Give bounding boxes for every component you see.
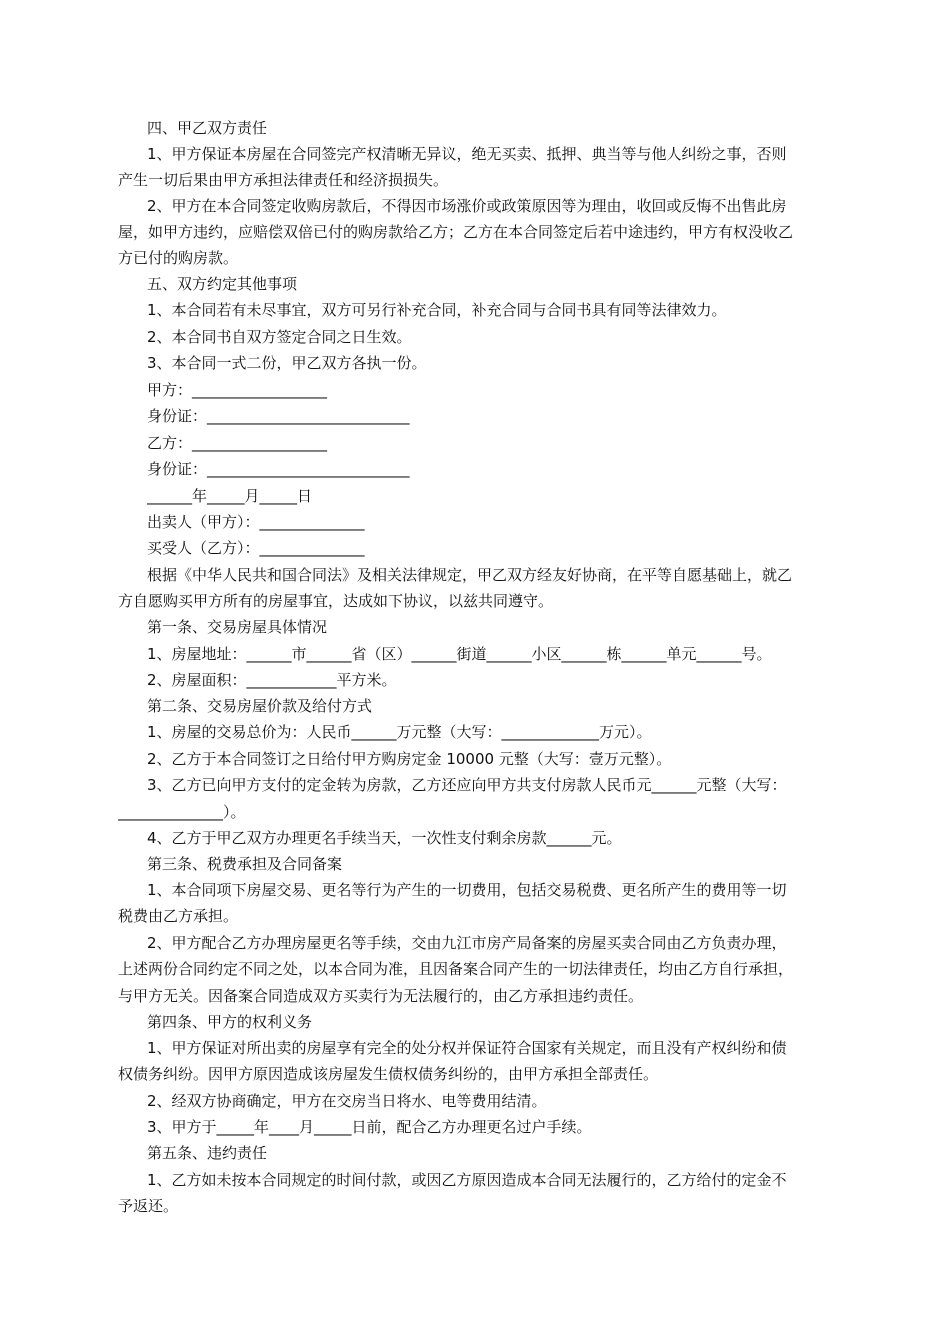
- paragraph-line: 2、甲方在本合同签定收购房款后，不得因市场涨价或政策原因等为理由，收回或反悔不出售此房: [147, 197, 787, 215]
- paragraph-line: 1、本合同若有未尽事宜，双方可另行补充合同，补充合同与合同书具有同等法律效力。: [147, 301, 727, 319]
- paragraph-line: ______________）。: [118, 803, 246, 821]
- section-heading: 第五条、违约责任: [147, 1144, 268, 1162]
- section-heading: 五、双方约定其他事项: [147, 275, 298, 293]
- paragraph-line: 3、乙方已向甲方支付的定金转为房款，乙方还应向甲方共支付房款人民币元______元整（大写：: [147, 776, 787, 794]
- paragraph-line: 方已付的购房款。: [118, 249, 239, 267]
- paragraph-line: 根据《中华人民共和国合同法》及相关法律规定，甲乙双方经友好协商，在平等自愿基础上，就乙: [147, 566, 793, 584]
- section-heading: 第四条、甲方的权利义务: [147, 1013, 313, 1031]
- paragraph-line: 4、乙方于甲乙双方办理更名手续当天，一次性支付剩余房款______元。: [147, 829, 622, 847]
- paragraph-line: 1、房屋地址：______市______省（区）______街道______小区______栋______单元______号。: [147, 645, 772, 663]
- section-heading: 第一条、交易房屋具体情况: [147, 618, 328, 636]
- paragraph-line: 2、甲方配合乙方办理房屋更名等手续，交由九江市房产局备案的房屋买卖合同由乙方负责办理，: [147, 934, 787, 952]
- seller-field: 出卖人（甲方）：______________: [147, 513, 365, 531]
- paragraph-line: 1、甲方保证对所出卖的房屋享有完全的处分权并保证符合国家有关规定，而且没有产权纠纷和债: [147, 1039, 787, 1057]
- signature-field-party-b: 乙方：__________________: [147, 434, 328, 452]
- paragraph-line: 3、甲方于_____年____月_____日前，配合乙方办理更名过户手续。: [147, 1118, 592, 1136]
- paragraph-line: 2、乙方于本合同签订之日给付甲方购房定金 10000 元整（大写：壹万元整）。: [147, 750, 672, 768]
- paragraph-line: 1、乙方如未按本合同规定的时间付款，或因乙方原因造成本合同无法履行的，乙方给付的定金不: [147, 1171, 787, 1189]
- section-heading: 第三条、税费承担及合同备案: [147, 855, 343, 873]
- signature-field-party-a: 甲方：__________________: [147, 381, 328, 399]
- paragraph-line: 上述两份合同约定不同之处，以本合同为准，且因备案合同产生的一切法律责任，均由乙方自行承担，: [118, 960, 794, 978]
- paragraph-line: 2、房屋面积：____________平方米。: [147, 671, 397, 689]
- paragraph-line: 1、本合同项下房屋交易、更名等行为产生的一切费用，包括交易税费、更名所产生的费用等一切: [147, 881, 787, 899]
- paragraph-line: 产生一切后果由甲方承担法律责任和经济损损失。: [118, 171, 449, 189]
- section-heading: 四、甲乙双方责任: [147, 119, 268, 137]
- paragraph-line: 与甲方无关。因备案合同造成双方买卖行为无法履行的，由乙方承担违约责任。: [118, 987, 644, 1005]
- date-field: ______年_____月_____日: [147, 487, 313, 505]
- buyer-field: 买受人（乙方）：______________: [147, 539, 365, 557]
- id-field-party-a: 身份证：___________________________: [147, 407, 410, 425]
- paragraph-line: 1、甲方保证本房屋在合同签完产权清晰无异议，绝无买卖、抵押、典当等与他人纠纷之事，否则: [147, 145, 787, 163]
- paragraph-line: 税费由乙方承担。: [118, 907, 239, 925]
- id-field-party-b: 身份证：___________________________: [147, 460, 410, 478]
- paragraph-line: 2、本合同书自双方签定合同之日生效。: [147, 328, 412, 346]
- section-heading: 第二条、交易房屋价款及给付方式: [147, 697, 373, 715]
- paragraph-line: 方自愿购买甲方所有的房屋事宜，达成如下协议，以兹共同遵守。: [118, 592, 554, 610]
- paragraph-line: 予返还。: [118, 1197, 179, 1215]
- paragraph-line: 1、房屋的交易总价为：人民币______万元整（大写：_____________万元）。: [147, 723, 652, 741]
- paragraph-line: 权债务纠纷。因甲方原因造成该房屋发生债权债务纠纷的，由甲方承担全部责任。: [118, 1065, 659, 1083]
- paragraph-line: 屋，如甲方违约，应赔偿双倍已付的购房款给乙方；乙方在本合同签定后若中途违约，甲方有权没收乙: [118, 223, 794, 241]
- paragraph-line: 2、经双方协商确定，甲方在交房当日将水、电等费用结清。: [147, 1092, 547, 1110]
- paragraph-line: 3、本合同一式二份，甲乙双方各执一份。: [147, 354, 427, 372]
